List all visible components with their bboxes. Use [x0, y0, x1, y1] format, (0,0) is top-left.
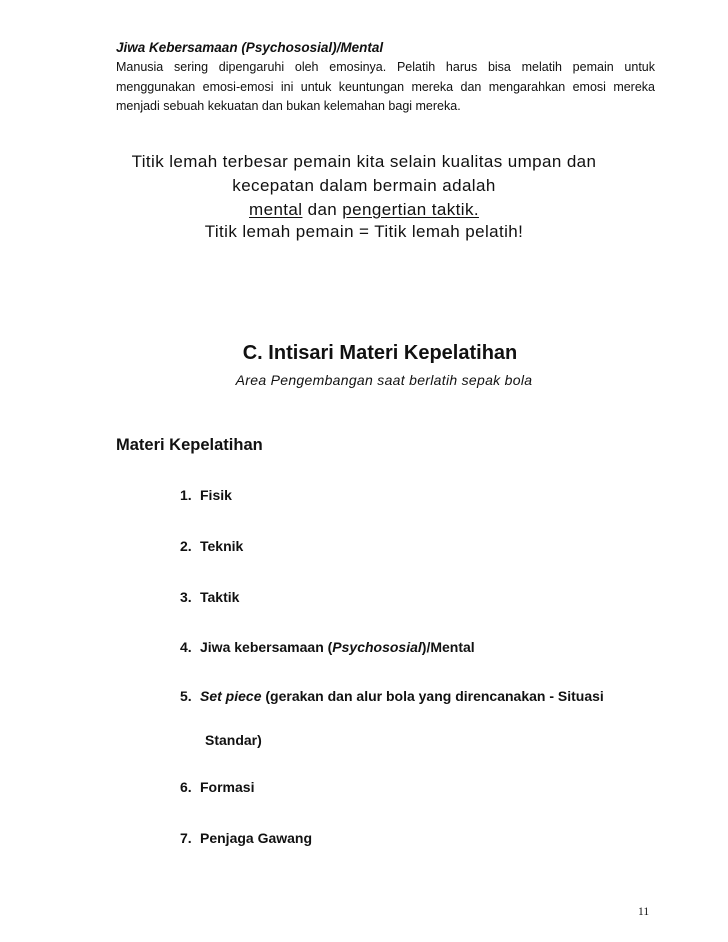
page-number: 11	[638, 906, 650, 918]
list-text: Penjaga Gawang	[200, 830, 313, 846]
list-text-italic: Set piece	[200, 688, 262, 704]
list-number: 4.	[180, 639, 192, 655]
list-text: )/Mental	[421, 639, 475, 655]
list-text-italic: Psychososial	[332, 639, 422, 655]
intro-paragraph: Manusia sering dipengaruhi oleh emosinya. Pelatih harus bisa melatih pemain untuk menggunakan emosi-emosi ini untuk keuntungan mereka dan mengarahkan emosi mereka menjadi sebuah kekuatan dan bukan kelemahan bagi mereka.	[116, 60, 655, 113]
list-number: 1.	[180, 487, 192, 503]
intro-heading: Jiwa Kebersamaan (Psychososial)/Mental	[116, 40, 384, 55]
list-text: Teknik	[200, 538, 244, 554]
list-item	[180, 639, 475, 655]
quote-line-3	[0, 198, 728, 222]
list-item	[180, 688, 604, 704]
list-item	[180, 487, 232, 503]
list-text: (gerakan dan alur bola yang direncanakan - Situasi	[261, 688, 604, 704]
quote-line-1: Titik lemah terbesar pemain kita selain kualitas umpan dan	[131, 152, 597, 171]
list-item	[180, 830, 312, 846]
list-number: 3.	[180, 589, 192, 605]
section-title: C. Intisari Materi Kepelatihan	[242, 342, 518, 364]
list-text: Fisik	[200, 487, 232, 503]
quote-mental: mental	[249, 200, 303, 219]
list-number: 2.	[180, 538, 192, 554]
list-item-continuation: Standar)	[205, 732, 262, 748]
materi-heading: Materi Kepelatihan	[116, 436, 263, 454]
list-number: 5.	[180, 688, 192, 704]
quote-dan: dan	[307, 200, 338, 219]
list-item	[180, 779, 254, 795]
quote-line-2: kecepatan dalam bermain adalah	[232, 176, 496, 195]
list-number: 7.	[180, 830, 192, 846]
quote-pengertian-taktik: pengertian taktik.	[342, 200, 479, 219]
list-number: 6.	[180, 779, 192, 795]
list-text: Taktik	[200, 589, 240, 605]
quote-line-4: Titik lemah pemain = Titik lemah pelatih!	[204, 222, 524, 241]
list-item	[180, 538, 243, 554]
section-subtitle: Area Pengembangan saat berlatih sepak bola	[235, 372, 533, 388]
list-text: Jiwa kebersamaan (	[200, 639, 333, 655]
list-text: Formasi	[200, 779, 255, 795]
list-item	[180, 589, 239, 605]
